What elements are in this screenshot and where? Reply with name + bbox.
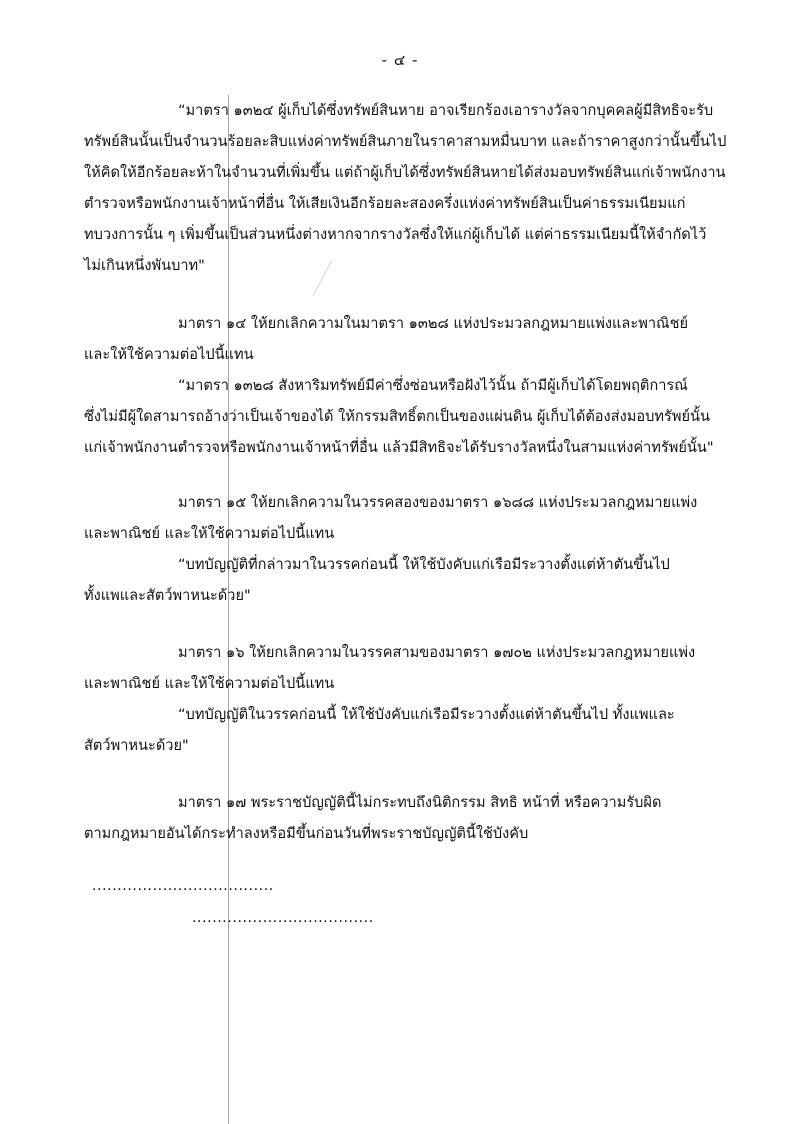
section-14-line-3: “มาตรา ๑๓๒๘ สังหาริมทรัพย์มีค่าซึ่งซ่อนหรือฝังไว้นั้น ถ้ามีผู้เก็บได้โดยพฤติการณ์ [178, 377, 688, 394]
section-15-line-3: “บทบัญญัติที่กล่าวมาในวรรคก่อนนี้ ให้ใช้บังคับแก่เรือมีระวางตั้งแต่ห้าตันขึ้นไป [178, 556, 670, 573]
section-1324-line-5: ทบวงการนั้น ๆ เพิ่มขึ้นเป็นส่วนหนึ่งต่างหากจากรางวัลซึ่งให้แก่ผู้เก็บได้ แต่ค่าธรรมเนียมนี้ให้จำกัดไว้ [84, 226, 707, 243]
section-16-line-1: มาตรา ๑๖ ให้ยกเลิกความในวรรคสามของมาตรา ๑๗๐๒ แห่งประมวลกฎหมายแพ่ง [178, 644, 696, 661]
section-1324-line-4: ตำรวจหรือพนักงานเจ้าหน้าที่อื่น ให้เสียเงินอีกร้อยละสองครึ่งแห่งค่าทรัพย์สินเป็นค่าธรรมเนียมแก่ [84, 195, 686, 212]
section-15-line-1: มาตรา ๑๕ ให้ยกเลิกความในวรรคสองของมาตรา ๑๖๘๘ แห่งประมวลกฎหมายแพ่ง [178, 494, 698, 511]
section-17-line-1: มาตรา ๑๗ พระราชบัญญัตินี้ไม่กระทบถึงนิติกรรม สิทธิ หน้าที่ หรือความรับผิด [178, 794, 662, 811]
section-1324-line-3: ให้คิดให้อีกร้อยละห้าในจำนวนที่เพิ่มขึ้น แต่ถ้าผู้เก็บได้ซึ่งทรัพย์สินหายได้ส่งมอบทรัพย์สินแก่เจ้าพนักงาน [84, 164, 726, 181]
page-number: - ๔ - [381, 51, 419, 69]
section-16-line-4: สัตว์พาหนะด้วย" [84, 737, 189, 754]
section-17-line-2: ตามกฎหมายอันได้กระทำลงหรือมีขึ้นก่อนวันที่พระราชบัญญัตินี้ใช้บังคับ [84, 825, 529, 842]
scan-artifact-speck [313, 260, 333, 296]
scan-artifact-line [228, 95, 229, 1124]
section-14-line-1: มาตรา ๑๔ ให้ยกเลิกความในมาตรา ๑๓๒๘ แห่งประมวลกฎหมายแพ่งและพาณิชย์ [178, 315, 689, 332]
signature-dotted-line-2: .................................... [192, 910, 374, 926]
section-1324-line-2: ทรัพย์สินนั้นเป็นจำนวนร้อยละสิบแห่งค่าทรัพย์สินภายในราคาสามหมื่นบาท และถ้าราคาสูงกว่านั้นขึ้นไป [84, 133, 727, 150]
section-14-line-5: แก่เจ้าพนักงานตำรวจหรือพนักงานเจ้าหน้าที่อื่น แล้วมีสิทธิจะได้รับรางวัลหนึ่งในสามแห่งค่าทรัพย์นั้น" [84, 439, 714, 456]
section-14-line-4: ซึ่งไม่มีผู้ใดสามารถอ้างว่าเป็นเจ้าของได้ ให้กรรมสิทธิ์ตกเป็นของแผ่นดิน ผู้เก็บได้ต้องส่งมอบทรัพย์นั้น [84, 408, 710, 425]
section-16-line-2: และพาณิชย์ และให้ใช้ความต่อไปนี้แทน [84, 675, 335, 692]
section-16-line-3: “บทบัญญัติในวรรคก่อนนี้ ให้ใช้บังคับแก่เรือมีระวางตั้งแต่ห้าตันขึ้นไป ทั้งแพและ [178, 706, 675, 723]
section-14-line-2: และให้ใช้ความต่อไปนี้แทน [84, 346, 254, 363]
section-15-line-2: และพาณิชย์ และให้ใช้ความต่อไปนี้แทน [84, 525, 335, 542]
section-1324-line-6: ไม่เกินหนึ่งพันบาท" [84, 257, 205, 274]
section-15-line-4: ทั้งแพและสัตว์พาหนะด้วย" [84, 587, 251, 604]
signature-dotted-line-1: .................................... [92, 878, 274, 894]
section-1324-line-1: “มาตรา ๑๓๒๔ ผู้เก็บได้ซึ่งทรัพย์สินหาย อาจเรียกร้องเอารางวัลจากบุคคลผู้มีสิทธิจะรับ [178, 102, 714, 119]
